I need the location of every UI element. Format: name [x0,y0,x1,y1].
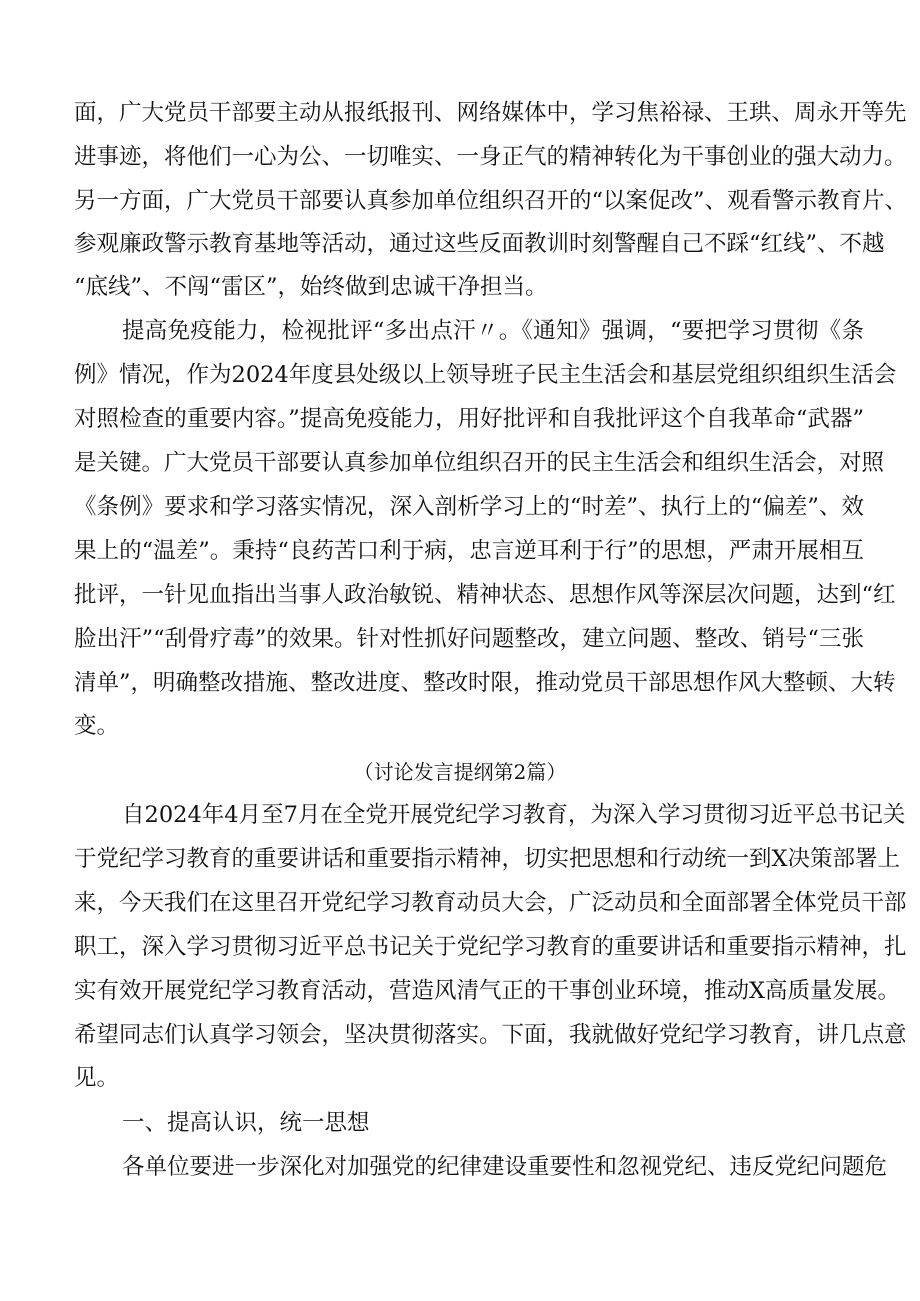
paragraph-line: 来，今天我们在这里召开党纪学习教育动员大会，广泛动员和全面部署全体党员干部 [74,890,907,916]
paragraph-line: 清单”，明确整改措施、整改进度、整改时限，推动党员干部思想作风大整顿、大转 [74,670,896,696]
paragraph-line: 脸出汗”“刮骨疗毒”的效果。针对性抓好问题整改，建立问题、整改、销号“三张 [74,626,864,652]
paragraph-line: 提高免疫能力，检视批评“多出点汗〃。《通知》强调，“要把学习贯彻《条 [122,318,864,344]
paragraph-line: 例》情况，作为2024年度县处级以上领导班子民主生活会和基层党组织组织生活会 [74,362,897,388]
paragraph-line: 面，广大党员干部要主动从报纸报刊、网络媒体中，学习焦裕禄、王珙、周永开等先 [74,100,907,126]
paragraph-line: 实有效开展党纪学习教育活动，营造风清气正的干事创业环境，推动X高质量发展。 [74,978,901,1004]
paragraph-line: 见。 [74,1065,120,1091]
section-heading: （讨论发言提纲第2篇） [353,760,567,784]
paragraph-line: 职工，深入学习贯彻习近平总书记关于党纪学习教育的重要讲话和重要指示精神，扎 [74,934,907,960]
paragraph-line: 进事迹，将他们一心为公、一切唯实、一身正气的精神转化为干事创业的强大动力。 [74,144,907,170]
paragraph-line: 于党纪学习教育的重要讲话和重要指示精神，切实把思想和行动统一到X决策部署上 [74,846,901,872]
paragraph-line: 是关键。广大党员干部要认真参加单位组织召开的民主生活会和组织生活会，对照 [74,450,885,476]
paragraph-line: 自2024年4月至7月在全党开展党纪学习教育，为深入学习贯彻习近平总书记关 [122,802,906,828]
paragraph-line: 批评，一针见血指出当事人政治敏锐、精神状态、思想作风等深层次问题，达到“红 [74,582,896,608]
paragraph-line: 变。 [74,713,120,739]
paragraph-line: 果上的“温差”。秉持“良药苦口利于病，忠言逆耳利于行”的思想，严肃开展相互 [74,538,864,564]
paragraph-line: “底线”、不闯“雷区”，始终做到忠诚干净担当。 [74,274,548,300]
paragraph-line: 各单位要进一步深化对加强党的纪律建设重要性和忽视党纪、违反党纪问题危 [122,1154,888,1180]
paragraph-line: 《条例》要求和学习落实情况，深入剖析学习上的“时差”、执行上的“偏差”、效 [74,494,864,520]
paragraph-line: 希望同志们认真学习领会，坚决贯彻落实。下面，我就做好党纪学习教育，讲几点意 [74,1022,907,1048]
paragraph-line: 另一方面，广大党员干部要认真参加单位组织召开的“以案促改”、观看警示教育片、 [74,188,908,214]
subsection-heading: 一、提高认识，统一思想 [122,1110,370,1136]
paragraph-line: 对照检查的重要内容。”提高免疫能力，用好批评和自我批评这个自我革命“武器” [74,406,864,432]
paragraph-line: 参观廉政警示教育基地等活动，通过这些反面教训时刻警醒自己不踩“红线”、不越 [74,231,885,257]
